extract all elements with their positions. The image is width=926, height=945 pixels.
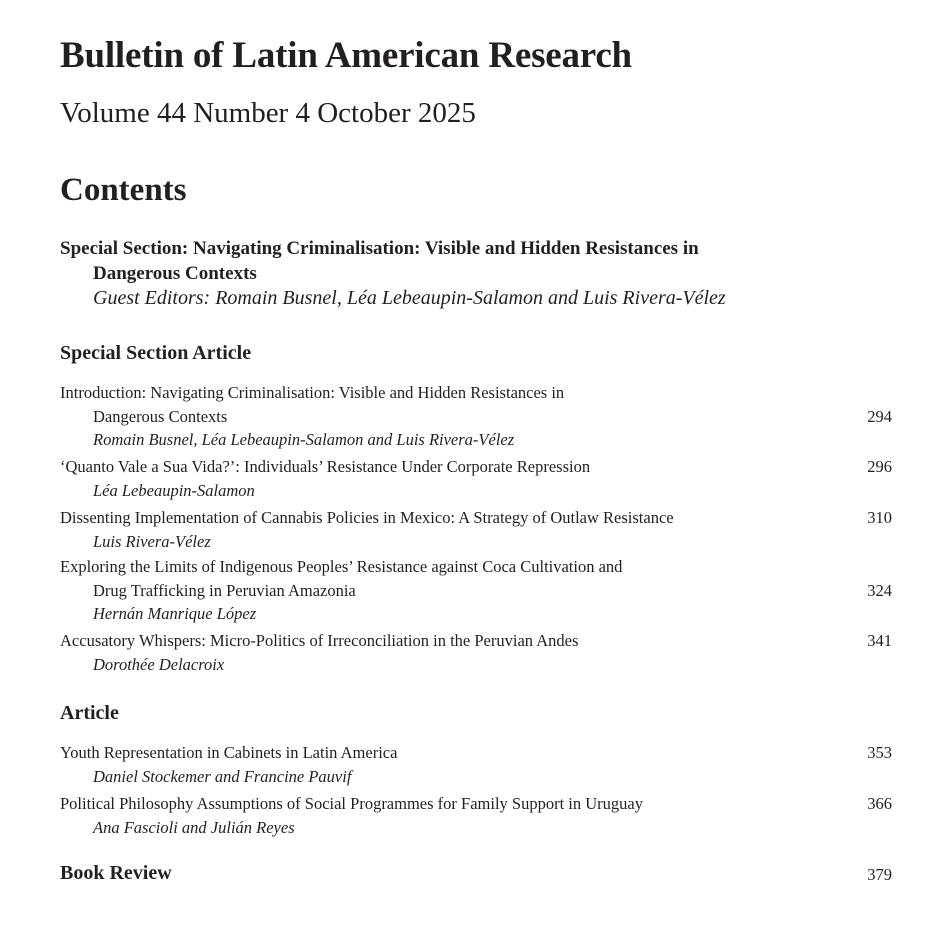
- entry-page-number: 341: [867, 631, 892, 650]
- entry-title-line: Accusatory Whispers: Micro-Politics of Irreconciliation in the Peruvian Andes: [60, 631, 579, 650]
- journal-title: Bulletin of Latin American Research: [60, 35, 632, 76]
- entry-page-number: 324: [867, 580, 892, 600]
- entry-authors: Léa Lebeaupin-Salamon: [93, 480, 255, 500]
- toc-entry[interactable]: [60, 741, 892, 788]
- issue-line: Volume 44 Number 4 October 2025: [60, 97, 476, 129]
- entry-title-line: Drug Trafficking in Peruvian Amazonia: [93, 580, 356, 600]
- toc-entry[interactable]: [60, 629, 892, 676]
- entry-authors: Luis Rivera-Vélez: [93, 531, 211, 551]
- book-review-entry[interactable]: [60, 862, 892, 885]
- entry-title-line: Introduction: Navigating Criminalisation: Visible and Hidden Resistances in: [60, 383, 565, 402]
- entry-page-number: 296: [867, 457, 892, 476]
- entry-page-number: 353: [867, 743, 892, 762]
- special-section-title-line1: Special Section: Navigating Criminalisation: Visible and Hidden Resistances in: [60, 238, 699, 259]
- entry-authors: Dorothée Delacroix: [93, 654, 225, 674]
- entry-title-line: Dissenting Implementation of Cannabis Policies in Mexico: A Strategy of Outlaw Resistance: [60, 508, 674, 527]
- toc-entry[interactable]: [60, 555, 892, 626]
- book-review-heading: Book Review: [60, 862, 172, 884]
- special-section-header: [60, 236, 820, 311]
- entry-page-number: 294: [867, 406, 892, 426]
- toc-entry[interactable]: [60, 792, 892, 839]
- entry-authors: Romain Busnel, Léa Lebeaupin-Salamon and Luis Rivera-Vélez: [93, 430, 515, 449]
- entry-title-line: Dangerous Contexts: [93, 406, 228, 426]
- entry-authors: Hernán Manrique López: [93, 604, 257, 623]
- contents-heading: Contents: [60, 172, 187, 208]
- entry-authors: Ana Fascioli and Julián Reyes: [93, 817, 295, 837]
- special-section-title: [60, 236, 820, 286]
- toc-entry[interactable]: [60, 506, 892, 553]
- toc-entry[interactable]: [60, 381, 892, 452]
- entry-title-line: Youth Representation in Cabinets in Latin America: [60, 743, 398, 762]
- entry-authors: Daniel Stockemer and Francine Pauvif: [93, 766, 352, 786]
- entry-page-number: 366: [867, 794, 892, 813]
- entry-page-number: 310: [867, 508, 892, 527]
- special-section-title-line2: Dangerous Contexts: [93, 263, 257, 284]
- entry-title-line: Political Philosophy Assumptions of Social Programmes for Family Support in Uruguay: [60, 794, 643, 813]
- entry-title-line: ‘Quanto Vale a Sua Vida?’: Individuals’ Resistance Under Corporate Repression: [60, 457, 591, 476]
- section-heading: Special Section Article: [60, 342, 252, 364]
- guest-editors: Guest Editors: Romain Busnel, Léa Lebeaupin-Salamon and Luis Rivera-Vélez: [93, 287, 726, 309]
- entry-page-number: 379: [867, 865, 892, 884]
- entry-title-line: Exploring the Limits of Indigenous Peoples’ Resistance against Coca Cultivation and: [60, 557, 623, 576]
- toc-entry[interactable]: [60, 455, 892, 502]
- section-heading: Article: [60, 702, 119, 724]
